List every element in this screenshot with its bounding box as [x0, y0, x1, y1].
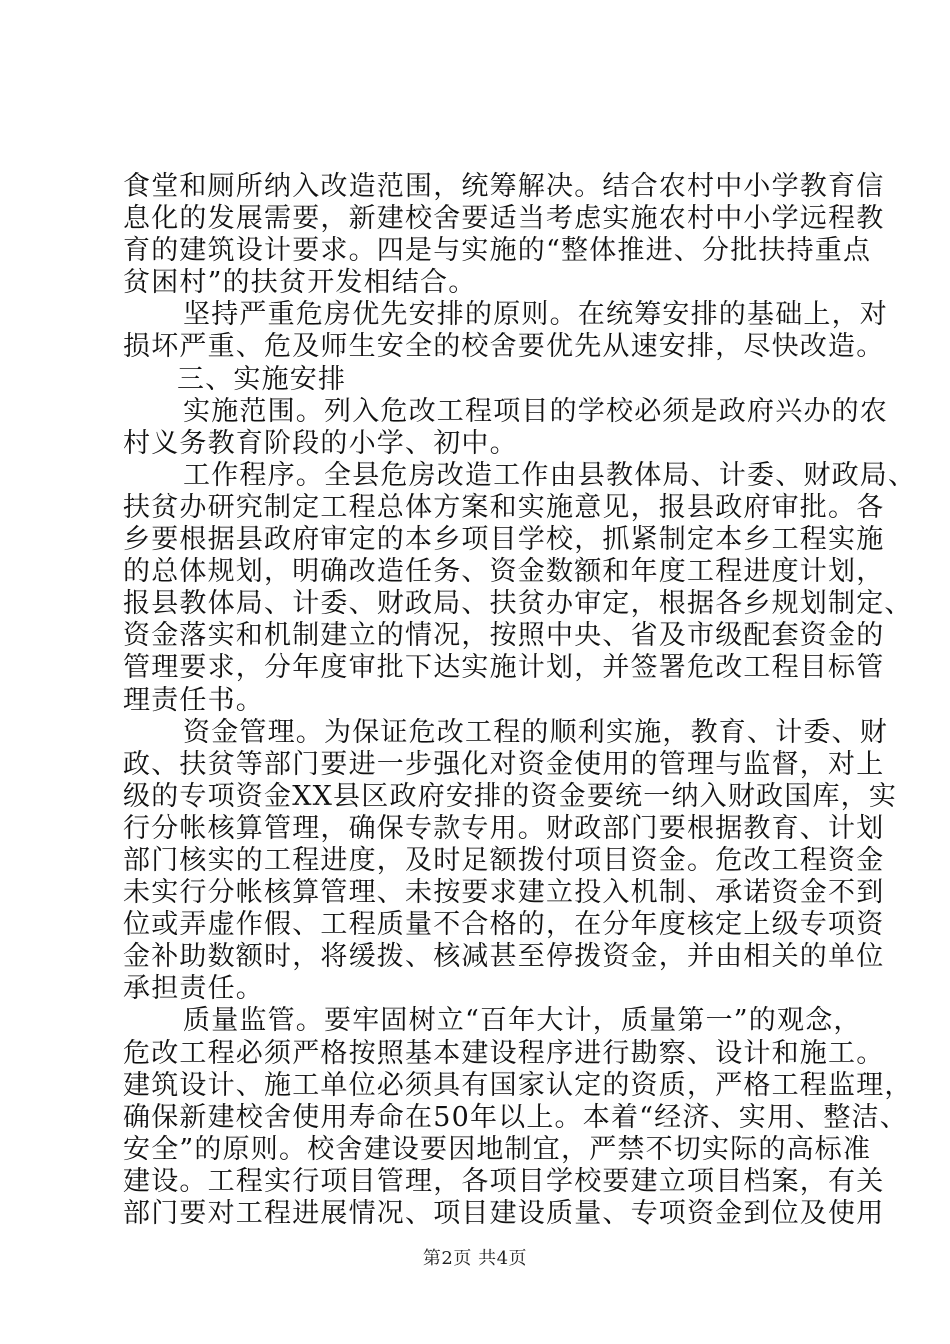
- paragraph-first-line: 工作程序。全县危房改造工作由县教体局、计委、财政局、: [183, 459, 917, 491]
- text-line: 危改工程必须严格按照基本建设程序进行勘察、设计和施工。: [123, 1037, 885, 1069]
- text-line: 承担责任。: [123, 973, 264, 1005]
- text-line: 资金落实和机制建立的情况，按照中央、省及市级配套资金的: [123, 620, 885, 652]
- text-line: 息化的发展需要，新建校舍要适当考虑实施农村中小学远程教: [123, 203, 885, 235]
- text-line: 育的建筑设计要求。四是与实施的“整体推进、分批扶持重点: [123, 235, 872, 267]
- text-line: 贫困村”的扶贫开发相结合。: [123, 267, 477, 299]
- text-line: 级的专项资金XX县区政府安排的资金要统一纳入财政国库，实: [123, 780, 898, 812]
- text-line: 部门要对工程进展情况、项目建设质量、专项资金到位及使用: [123, 1198, 885, 1229]
- text-line: 安全”的原则。校舍建设要因地制宜，严禁不切实际的高标准: [123, 1133, 872, 1165]
- paragraph-first-line: 质量监管。要牢固树立“百年大计，质量第一”的观念，: [183, 1005, 862, 1037]
- text-line: 乡要根据县政府审定的本乡项目学校，抓紧制定本乡工程实施: [123, 524, 885, 556]
- paragraph-first-line: 实施范围。列入危改工程项目的学校必须是政府兴办的农: [183, 395, 888, 427]
- text-line: 报县教体局、计委、财政局、扶贫办审定，根据各乡规划制定、: [123, 588, 913, 620]
- text-line: 理责任书。: [123, 684, 264, 716]
- text-line: 的总体规划，明确改造任务、资金数额和年度工程进度计划，: [123, 556, 885, 588]
- text-line: 扶贫办研究制定工程总体方案和实施意见，报县政府审批。各: [123, 491, 885, 523]
- text-line: 损坏严重、危及师生安全的校舍要优先从速安排，尽快改造。: [123, 331, 885, 363]
- page-footer: 第2页 共4页: [422, 1248, 528, 1269]
- text-line: 建设。工程实行项目管理，各项目学校要建立项目档案，有关: [123, 1165, 885, 1197]
- text-line: 行分帐核算管理，确保专款专用。财政部门要根据教育、计划: [123, 812, 885, 844]
- text-line: 管理要求，分年度审批下达实施计划，并签署危改工程目标管: [123, 652, 885, 684]
- paragraph-first-line: 坚持严重危房优先安排的原则。在统筹安排的基础上，对: [183, 299, 888, 331]
- text-line: 未实行分帐核算管理、未按要求建立投入机制、承诺资金不到: [123, 877, 885, 909]
- text-line: 部门核实的工程进度，及时足额拨付项目资金。危改工程资金: [123, 844, 885, 876]
- text-line: 位或弄虚作假、工程质量不合格的，在分年度核定上级专项资: [123, 909, 885, 941]
- text-line: 建筑设计、施工单位必须具有国家认定的资质，严格工程监理，: [123, 1069, 913, 1101]
- section-heading: 三、实施安排: [177, 363, 347, 395]
- text-line: 村义务教育阶段的小学、初中。: [123, 427, 518, 459]
- text-line: 金补助数额时，将缓拨、核减甚至停拨资金，并由相关的单位: [123, 941, 885, 973]
- body-text: [123, 171, 917, 1230]
- text-line: 食堂和厕所纳入改造范围，统筹解决。结合农村中小学教育信: [123, 171, 885, 202]
- text-line: 确保新建校舍使用寿命在50年以上。本着“经济、实用、整洁、: [123, 1101, 908, 1133]
- paragraph-first-line: 资金管理。为保证危改工程的顺利实施，教育、计委、财: [183, 716, 888, 748]
- text-line: 政、扶贫等部门要进一步强化对资金使用的管理与监督，对上: [123, 748, 885, 780]
